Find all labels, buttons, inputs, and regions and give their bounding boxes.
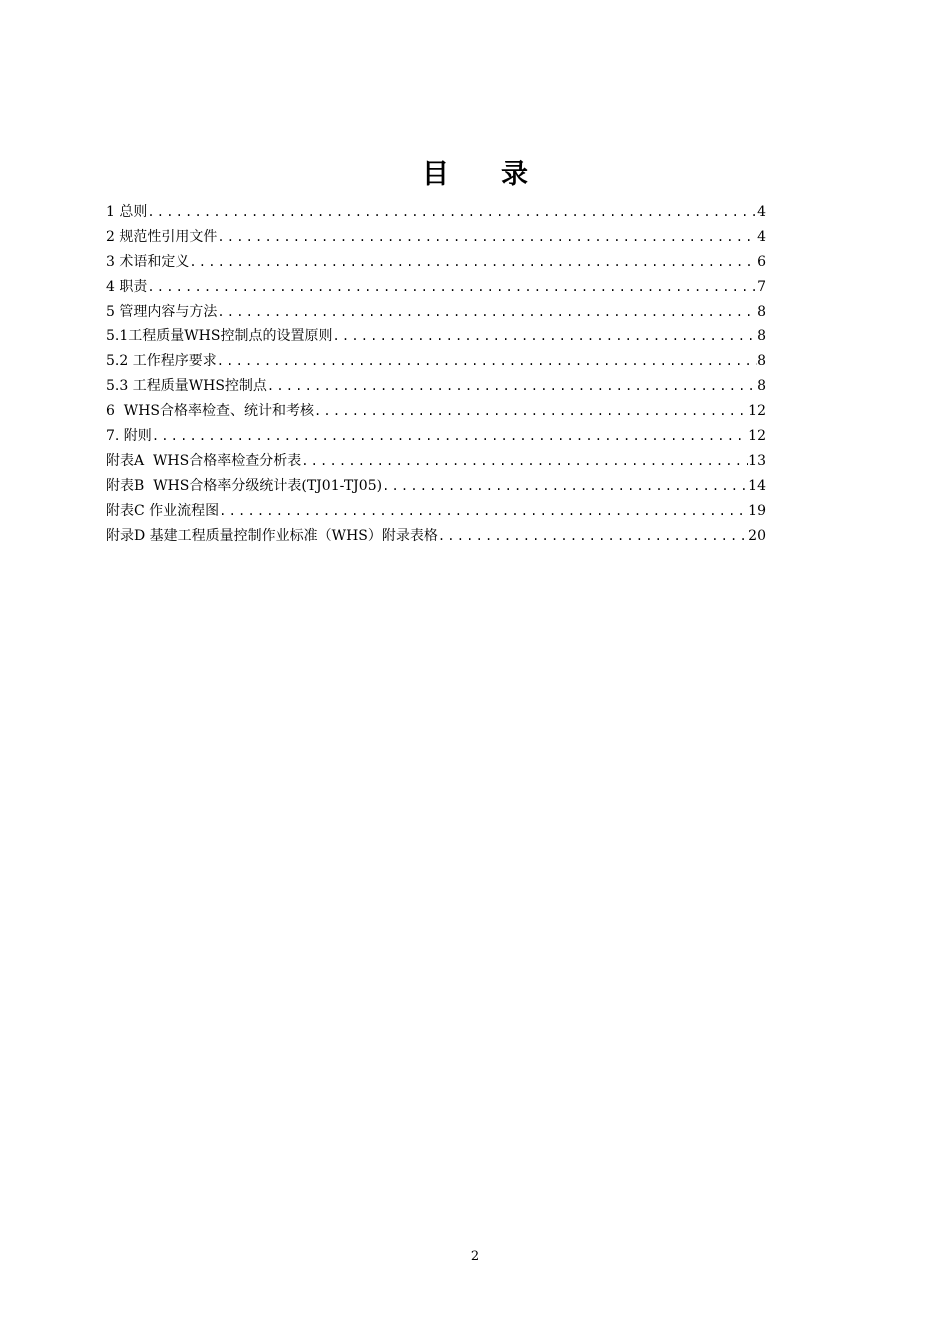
toc-dot-leader	[217, 300, 757, 325]
toc-entry-page: 14	[748, 477, 766, 494]
toc-entry[interactable]	[106, 275, 766, 300]
toc-entry-label: 附录D 基建工程质量控制作业标准（WHS）附录表格	[106, 527, 438, 544]
toc-entry[interactable]	[106, 449, 766, 474]
toc-entry-label: 5.2 工作程序要求	[106, 353, 217, 370]
toc-entry[interactable]	[106, 424, 766, 449]
toc-entry[interactable]	[106, 399, 766, 424]
toc-dot-leader	[438, 524, 748, 549]
toc-dot-leader	[189, 250, 757, 275]
toc-entry-label: 5.3 工程质量WHS控制点	[106, 378, 267, 395]
toc-dot-leader	[152, 424, 748, 449]
toc-dot-leader	[219, 499, 748, 524]
toc-entry-page: 13	[748, 452, 766, 469]
toc-entry-label: 2 规范性引用文件	[106, 228, 218, 245]
toc-entry-page: 4	[757, 204, 766, 220]
table-of-contents	[106, 200, 766, 548]
toc-entry-label: 7. 附则	[106, 428, 152, 445]
toc-entry-page: 19	[748, 502, 766, 519]
toc-dot-leader	[217, 349, 757, 374]
toc-entry-label: 4 职责	[106, 278, 148, 295]
toc-entry[interactable]	[106, 374, 766, 399]
toc-entry[interactable]	[106, 499, 766, 524]
toc-dot-leader	[314, 399, 748, 424]
toc-entry[interactable]	[106, 324, 766, 349]
toc-entry-label: 6 WHS合格率检查、统计和考核	[106, 403, 314, 420]
toc-entry-page: 7	[757, 278, 766, 295]
toc-dot-leader	[147, 200, 757, 225]
toc-entry[interactable]	[106, 474, 766, 499]
toc-entry[interactable]	[106, 524, 766, 549]
toc-entry[interactable]	[106, 225, 766, 250]
toc-entry-page: 20	[748, 527, 766, 544]
toc-dot-leader	[217, 225, 757, 250]
toc-entry-label: 5 管理内容与方法	[106, 303, 218, 320]
page-number: 2	[470, 1249, 480, 1264]
toc-entry-page: 12	[748, 403, 766, 420]
toc-entry-page: 4	[757, 228, 766, 245]
toc-entry-label: 附表A WHS合格率检查分析表	[106, 452, 302, 469]
toc-entry-label: 3 术语和定义	[106, 253, 190, 270]
toc-entry-label: 附表C 作业流程图	[106, 502, 220, 519]
toc-entry[interactable]	[106, 200, 766, 225]
toc-entry-page: 6	[757, 253, 766, 270]
toc-dot-leader	[301, 449, 748, 474]
toc-dot-leader	[267, 374, 757, 399]
toc-entry-page: 8	[757, 303, 766, 320]
toc-entry-page: 8	[757, 378, 766, 395]
toc-entry-label: 附表B WHS合格率分级统计表(TJ01-TJ05)	[106, 477, 383, 494]
toc-dot-leader	[382, 474, 748, 499]
toc-dot-leader	[147, 275, 757, 300]
page-title: 目录	[422, 159, 580, 190]
toc-entry-label: 1 总则	[106, 204, 148, 220]
toc-entry-page: 8	[757, 328, 766, 345]
toc-entry-label: 5.1工程质量WHS控制点的设置原则	[106, 328, 333, 345]
toc-dot-leader	[332, 324, 757, 349]
toc-entry[interactable]	[106, 300, 766, 325]
toc-entry-page: 12	[748, 428, 766, 445]
toc-entry[interactable]	[106, 250, 766, 275]
toc-entry-page: 8	[757, 353, 766, 370]
toc-entry[interactable]	[106, 349, 766, 374]
